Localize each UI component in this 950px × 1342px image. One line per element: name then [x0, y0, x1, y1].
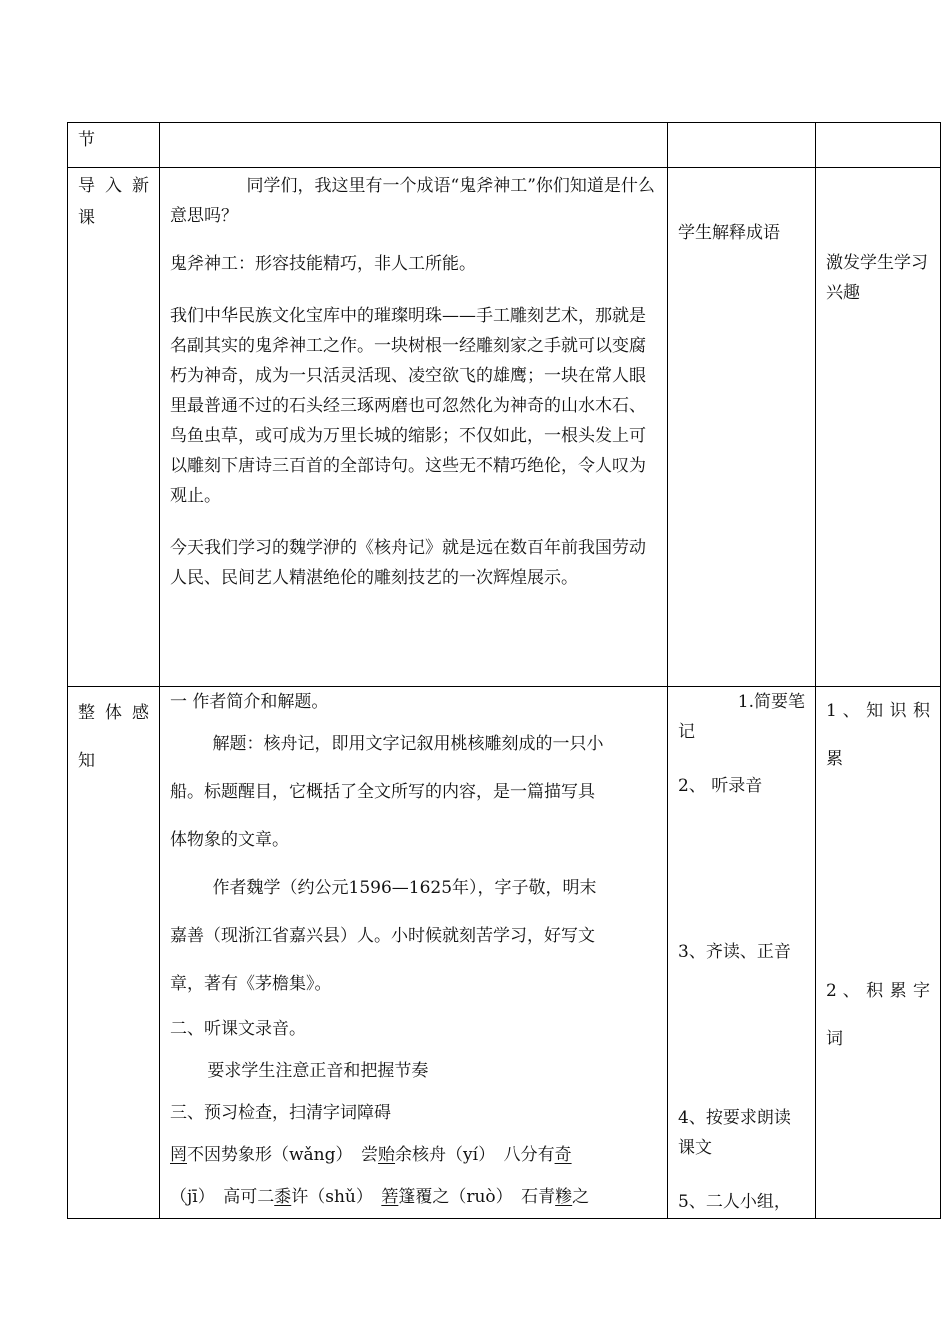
jieti-line-1: 解题：核舟记，即用文字记叙用桃核雕刻成的一只小 — [212, 734, 604, 754]
section-cell — [68, 168, 160, 687]
table-row-overall — [68, 687, 941, 1219]
purpose-cell — [816, 123, 941, 168]
section-label-line1: 整 体 感 — [78, 703, 149, 723]
purpose-text: 激发学生学习兴趣 — [826, 253, 928, 303]
aim-1-line-2: 累 — [826, 749, 843, 769]
author-line-2: 嘉善（现浙江省嘉兴县）人。小时候就刻苦学习，好写文 — [170, 926, 595, 946]
vocab-word: 糁 — [555, 1187, 573, 1207]
purpose-cell — [816, 687, 941, 1219]
author-line-1: 作者魏学（约公元1596—1625年），字子敬，明末 — [212, 878, 597, 898]
table-row-jie — [68, 123, 941, 168]
intro-paragraph-1: 同学们，我这里有一个成语“鬼斧神工”你们知道是什么意思吗？ — [170, 176, 655, 226]
heading-author-intro: 一 作者简介和解题。 — [170, 692, 329, 712]
table-row-intro — [68, 168, 941, 687]
vocab-word: 奇 — [554, 1145, 572, 1165]
section-cell — [68, 123, 160, 168]
vocab-word: 箬 — [381, 1187, 399, 1207]
heading-preview-check: 三、预习检查，扫清字词障碍 — [170, 1103, 391, 1123]
student-cell — [668, 123, 816, 168]
section-label-line2: 课 — [78, 208, 95, 228]
section-label-line2: 知 — [78, 751, 95, 771]
purpose-cell — [816, 168, 941, 687]
activity-5: 5、二人小组， — [678, 1192, 791, 1212]
vocab-line-1: 罔不因势象形（wǎng） 尝贻余核舟（yí） 八分有奇 — [170, 1145, 572, 1165]
activity-3: 3、齐读、正音 — [678, 942, 791, 962]
aim-2-line-1: 2 、 积 累 字 — [826, 981, 930, 1001]
content-cell — [160, 687, 668, 1219]
intro-paragraph-4: 今天我们学习的魏学洢的《核舟记》就是远在数百年前我国劳动人民、民间艺人精湛绝伦的雕刻技艺的一次辉煌展示。 — [170, 538, 646, 588]
lesson-plan-table — [67, 122, 941, 1219]
vocab-line-2: （jī） 高可二黍许（shǔ） 箬篷覆之（ruò） 石青糁之 — [170, 1187, 590, 1207]
section-label-line1: 导 入 新 — [78, 176, 149, 196]
heading-listen: 二、听课文录音。 — [170, 1019, 306, 1039]
student-cell — [668, 168, 816, 687]
student-activity: 学生解释成语 — [678, 223, 780, 243]
jieti-line-3: 体物象的文章。 — [170, 830, 289, 850]
vocab-word: 黍 — [274, 1187, 292, 1207]
aim-1-line-1: 1 、 知 识 积 — [826, 701, 930, 721]
requirement-text: 要求学生注意正音和把握节奏 — [207, 1061, 429, 1081]
activity-2: 2、 听录音 — [678, 776, 763, 796]
intro-paragraph-2: 鬼斧神工：形容技能精巧，非人工所能。 — [170, 254, 476, 274]
activity-1-line-2: 记 — [678, 722, 695, 742]
content-cell — [160, 168, 668, 687]
vocab-word: 贻 — [378, 1145, 396, 1165]
section-cell — [68, 687, 160, 1219]
section-label: 节 — [78, 130, 95, 150]
jieti-line-2: 船。标题醒目，它概括了全文所写的内容，是一篇描写具 — [170, 782, 595, 802]
student-cell — [668, 687, 816, 1219]
content-cell — [160, 123, 668, 168]
activity-4-line-2: 课文 — [678, 1138, 712, 1158]
activity-4-line-1: 4、按要求朗读 — [678, 1108, 791, 1128]
activity-1-line-1: 1.简要笔 — [737, 692, 805, 712]
author-line-3: 章，著有《茅檐集》。 — [170, 974, 332, 994]
aim-2-line-2: 词 — [826, 1029, 843, 1049]
vocab-word: 罔 — [170, 1145, 187, 1165]
intro-paragraph-3: 我们中华民族文化宝库中的璀璨明珠——手工雕刻艺术，那就是名副其实的鬼斧神工之作。一块树根一经雕刻家之手就可以变腐朽为神奇，成为一只活灵活现、凌空欲飞的雄鹰；一块在常人眼里最普通不过的石头经三琢两磨也可忽然化为神奇的山水木石、鸟鱼虫草，或可成为万里长城的缩影；不仅如此，一根头发上可以雕刻下唐诗三百首的全部诗句。这些无不精巧绝伦，令人叹为观止。 — [170, 306, 646, 506]
